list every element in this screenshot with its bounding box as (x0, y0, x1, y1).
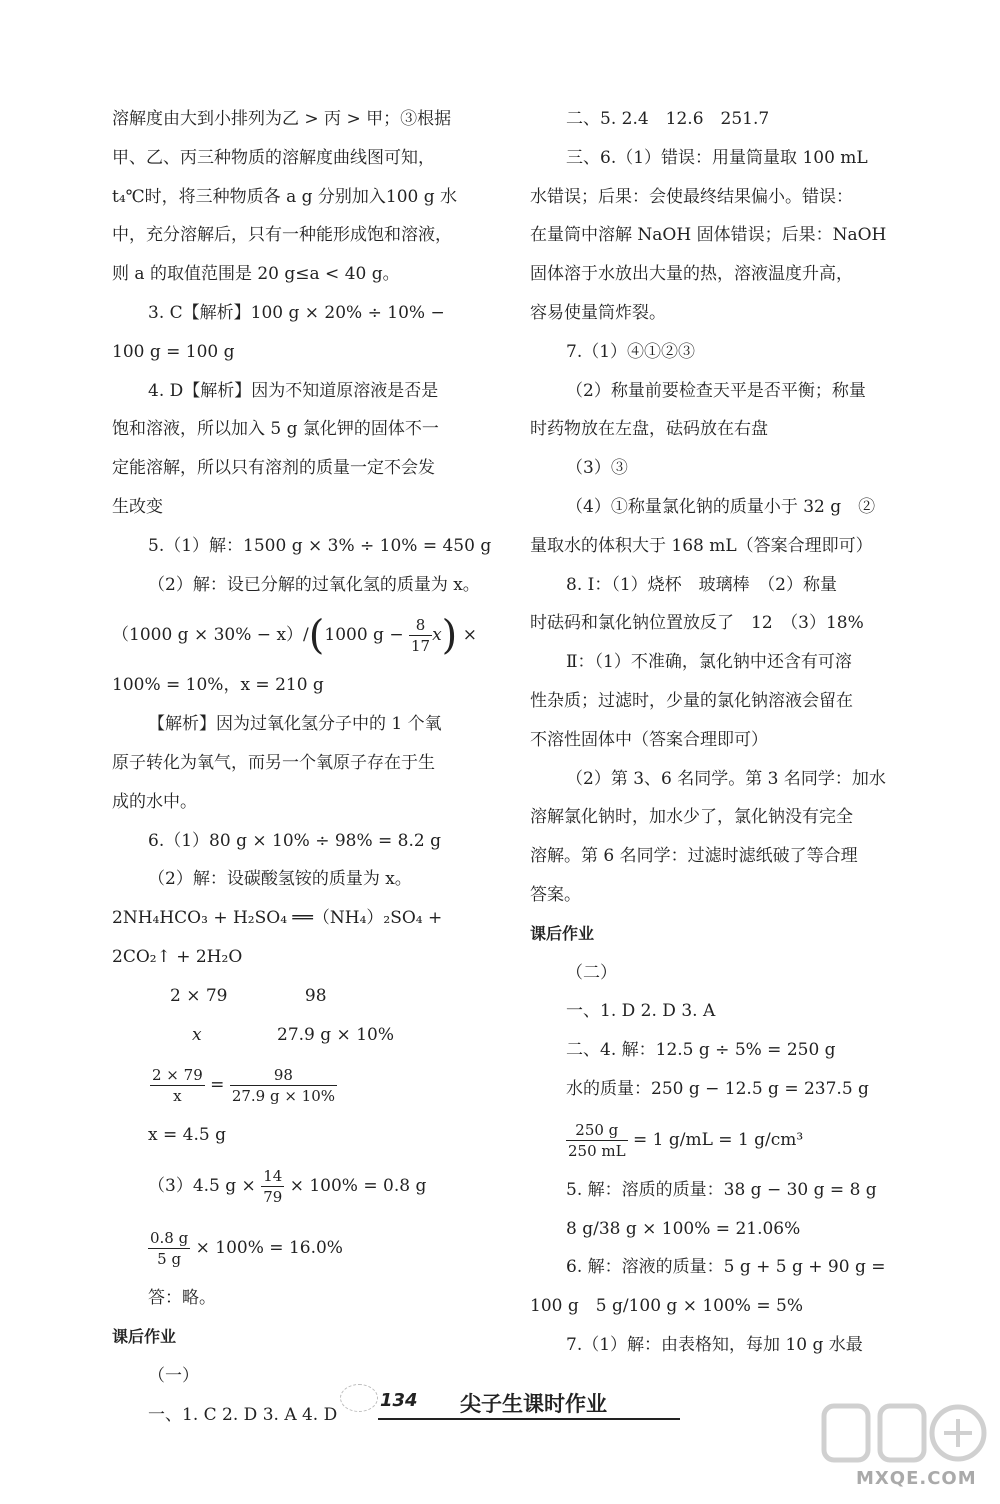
numerator: 2 × 79 (152, 1066, 203, 1085)
text-line: 溶解度由大到小排列为乙 > 丙 > 甲；③根据 (112, 109, 452, 129)
text-line: 不溶性固体中（答案合理即可） (530, 729, 768, 750)
text-line: 100 g = 100 g (112, 341, 235, 362)
text-line: 在量筒中溶解 NaOH 固体错误；后果：NaOH (530, 225, 887, 246)
denominator: 17 (410, 637, 431, 656)
text-line: 固体溶于水放出大量的热，溶液温度升高， (530, 264, 853, 285)
text-line: 则 a 的取值范围是 20 g≤a < 40 g。 (112, 264, 400, 285)
text-line: 二、4. 解：12.5 g ÷ 5% = 250 g (566, 1040, 836, 1061)
fraction (261, 1166, 284, 1207)
formula-part: 1000 g − (324, 625, 404, 646)
answer-4: 4. D【解析】因为不知道原溶液是否是 (148, 380, 439, 401)
text-line: 生改变 (112, 496, 163, 517)
numerator: 14 (263, 1167, 283, 1186)
text-line: 答：略。 (148, 1288, 216, 1309)
watermark-logo-icon (820, 1398, 990, 1468)
fraction (112, 1065, 205, 1106)
text-line: 6. 解：溶液的质量：5 g + 5 g + 90 g = (566, 1257, 886, 1278)
chemical-equation: 2NH₄HCO₃ + H₂SO₄ ══（NH₄）₂SO₄ + (112, 908, 443, 929)
text-line: 100 g 5 g/100 g × 100% = 5% (530, 1296, 803, 1317)
ratio-left: x (192, 1024, 202, 1045)
ratio-row (112, 977, 532, 1016)
text-line: 量取水的体积大于 168 mL（答案合理即可） (530, 535, 873, 556)
right-column (530, 100, 922, 1365)
formula-part: （1000 g × 30% − x）/ (112, 625, 309, 646)
text-line: 成的水中。 (112, 791, 197, 812)
fraction (148, 1228, 190, 1269)
variable: x (432, 625, 442, 646)
text-line: t₄℃时，将三种物质各 a g 分别加入100 g 水 (112, 186, 458, 207)
section-heading: 课后作业 (112, 1326, 177, 1346)
formula-line (112, 604, 532, 666)
equals-sign: = (210, 1075, 225, 1096)
text-line: 二、5. 2.4 12.6 251.7 (566, 109, 770, 129)
text-line: 中，充分溶解后，只有一种能形成饱和溶液， (112, 225, 452, 246)
section-heading: 课后作业 (530, 923, 595, 943)
numerator: 98 (230, 1065, 337, 1086)
text-line: 一、1. D 2. D 3. A (566, 1001, 716, 1022)
text-line: 时砝码和氯化钠位置放反了 12 （3）18% (530, 613, 864, 634)
watermark-text: MXQE.COM (856, 1468, 977, 1489)
text-line: 5. 解：溶质的质量：38 g − 30 g = 8 g (566, 1179, 877, 1200)
chemical-equation-cont: 2CO₂↑ + 2H₂O (112, 946, 243, 967)
text-line: 8 g/38 g × 100% = 21.06% (566, 1218, 801, 1239)
formula-part: （3）4.5 g × (148, 1176, 256, 1197)
numerator: 0.8 g (150, 1229, 189, 1248)
answer-3: 3. C【解析】100 g × 20% ÷ 10% − (148, 302, 445, 323)
text-line: 时药物放在左盘，砝码放在右盘 (530, 419, 768, 440)
numerator: 8 (409, 615, 432, 636)
answer-7: 7.（1）④①②③ (566, 341, 696, 362)
text-line: （2）解：设已分解的过氧化氢的质量为 x。 (148, 574, 480, 595)
paren-close: ) (441, 612, 458, 659)
text-line: 100% = 10%，x = 210 g (112, 675, 324, 696)
text-line: 溶解氯化钠时，加水少了，氯化钠没有完全 (530, 807, 853, 828)
text-line: 性杂质；过滤时，少量的氯化钠溶液会留在 (530, 690, 853, 711)
result-line: x = 4.5 g (148, 1125, 226, 1146)
subsection-label: （二） (566, 962, 617, 983)
formula-part: × 100% = 16.0% (195, 1238, 343, 1259)
text-line: （4）①称量氯化钠的质量小于 32 g ② (566, 496, 876, 517)
watermark (820, 1398, 990, 1498)
formula-line (530, 1109, 922, 1171)
formula-part: × 100% = 0.8 g (289, 1176, 427, 1197)
formula-line (112, 1155, 532, 1217)
text-line: Ⅱ：（1）不准确，氯化钠中还含有可溶 (566, 652, 852, 673)
subsection-label: （一） (148, 1365, 199, 1386)
fraction (230, 1065, 337, 1106)
page-number: 134 (380, 1390, 418, 1411)
denominator: 250 mL (568, 1141, 626, 1160)
text-line: （2）第 3、6 名同学。第 3 名同学：加水 (566, 768, 886, 789)
paren-open: ( (308, 612, 325, 659)
footer-rule (378, 1418, 680, 1420)
denominator: 79 (263, 1188, 283, 1207)
formula-part: × (462, 625, 477, 646)
text-line: （2）解：设碳酸氢铵的质量为 x。 (148, 869, 412, 890)
text-line: 答案。 (530, 884, 581, 905)
answer-6: 6.（1）80 g × 10% ÷ 98% = 8.2 g (148, 830, 442, 851)
formula-line (112, 1217, 532, 1279)
text-line: 水错误；后果：会使最终结果偏小。错误： (530, 186, 853, 207)
text-line: 容易使量筒炸裂。 (530, 302, 666, 323)
ratio-row (112, 1016, 532, 1055)
book-title: 尖子生课时作业 (460, 1392, 607, 1416)
explanation: 【解析】因为过氧化氢分子中的 1 个氧 (148, 714, 442, 735)
text-line: 定能溶解，所以只有溶剂的质量一定不会发 (112, 458, 435, 479)
answer-8: 8. Ⅰ：（1）烧杯 玻璃棒 （2）称量 (566, 574, 837, 595)
left-column (112, 100, 532, 1434)
ratio-left: 2 × 79 (170, 985, 228, 1006)
fraction (566, 1120, 628, 1161)
text-line: 原子转化为氧气，而另一个氧原子存在于生 (112, 752, 435, 773)
fraction (409, 615, 432, 656)
text-line: 饱和溶液，所以加入 5 g 氯化钾的固体不一 (112, 419, 439, 440)
text-line: 水的质量：250 g − 12.5 g = 237.5 g (566, 1078, 869, 1099)
ratio-right: 98 (304, 985, 327, 1006)
numerator: 250 g (566, 1120, 628, 1141)
denominator: 27.9 g × 10% (231, 1087, 336, 1106)
text-line: （3）③ (566, 458, 628, 479)
text-line: （2）称量前要检查天平是否平衡；称量 (566, 380, 866, 401)
text-line: 溶解。第 6 名同学：过滤时滤纸破了等合理 (530, 846, 858, 867)
text-line: 甲、乙、丙三种物质的溶解度曲线图可知， (112, 147, 435, 168)
text-line: 一、1. C 2. D 3. A 4. D (148, 1404, 338, 1425)
denominator: 5 g (157, 1250, 182, 1269)
formula-part: = 1 g/mL = 1 g/cm³ (633, 1129, 804, 1150)
decorative-swirl (340, 1384, 378, 1412)
answer-5: 5.（1）解：1500 g × 3% ÷ 10% = 450 g (148, 535, 492, 556)
text-line: 7.（1）解：由表格知，每加 10 g 水最 (566, 1334, 863, 1355)
denominator: x (173, 1087, 182, 1106)
text-line: 三、6.（1）错误：用量筒量取 100 mL (566, 147, 868, 168)
proportion-line (112, 1054, 532, 1116)
ratio-right: 27.9 g × 10% (277, 1024, 394, 1045)
